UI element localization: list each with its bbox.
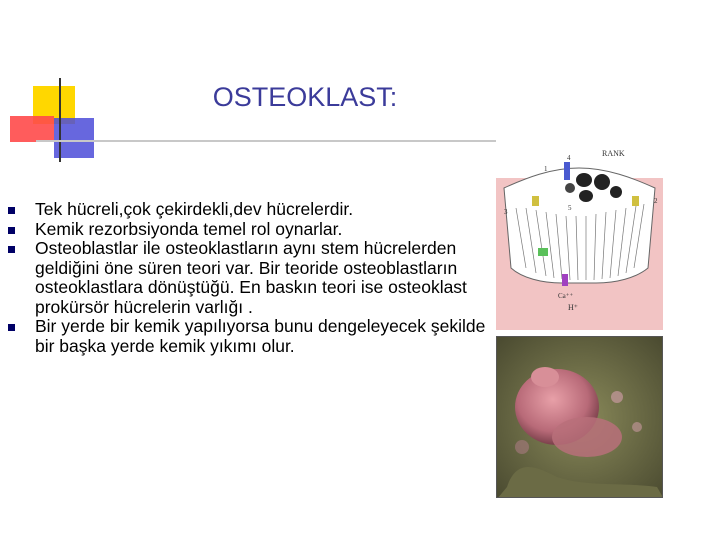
- bullet-marker-icon: [8, 246, 15, 253]
- osteoclast-micrograph: [496, 336, 663, 498]
- rank-receptor-icon: [564, 162, 570, 180]
- bullet-text: Osteoblastlar ile osteoklastların aynı stem hücrelerden geldiğini öne süren teori var. Bir teoride osteoblastların osteoklastlara dönüştüğü. En baskın teori ise osteoklast prokürsör hücrelerin varlığı .: [35, 238, 467, 317]
- nucleus-icon: [579, 190, 593, 202]
- bullet-text: Kemik rezorbsiyonda temel rol oynarlar.: [35, 218, 343, 239]
- bullet-item: [8, 200, 488, 220]
- nucleus-icon: [594, 174, 610, 190]
- decor-red-square: [10, 116, 54, 142]
- nucleus-icon: [610, 186, 622, 198]
- bullet-marker-icon: [8, 324, 15, 331]
- integrin-icon: [532, 196, 539, 206]
- nucleus-icon: [565, 183, 575, 193]
- micrograph-image: [497, 337, 663, 498]
- label-5: 5: [568, 204, 572, 212]
- bullet-list: [8, 200, 488, 356]
- bullet-item: [8, 317, 488, 356]
- bullet-item: [8, 239, 488, 317]
- label-3: 3: [504, 208, 508, 216]
- rank-label: RANK: [602, 149, 625, 158]
- title-divider: [36, 140, 496, 142]
- bullet-item: [8, 220, 488, 240]
- calcium-ion-label: Ca⁺⁺: [558, 292, 574, 300]
- hydrogen-ion-label: H⁺: [568, 303, 578, 312]
- nucleus-icon: [576, 173, 592, 187]
- bullet-text: Tek hücreli,çok çekirdekli,dev hücrelerdir.: [35, 199, 354, 219]
- bullet-marker-icon: [8, 207, 15, 214]
- integrin-icon: [632, 196, 639, 206]
- bullet-text: Bir yerde bir kemik yapılıyorsa bunu dengeleyecek şekilde bir başka yerde kemik yıkımı olur.: [35, 316, 486, 356]
- transporter-icon: [538, 248, 548, 256]
- proton-pump-icon: [562, 274, 568, 286]
- label-4: 4: [567, 154, 571, 162]
- bullet-marker-icon: [8, 227, 15, 234]
- label-2: 2: [654, 197, 658, 205]
- label-1: 1: [544, 165, 548, 173]
- osteoclast-diagram: [496, 148, 663, 330]
- page-title: OSTEOKLAST:: [212, 82, 398, 112]
- decor-vertical-line: [59, 78, 61, 162]
